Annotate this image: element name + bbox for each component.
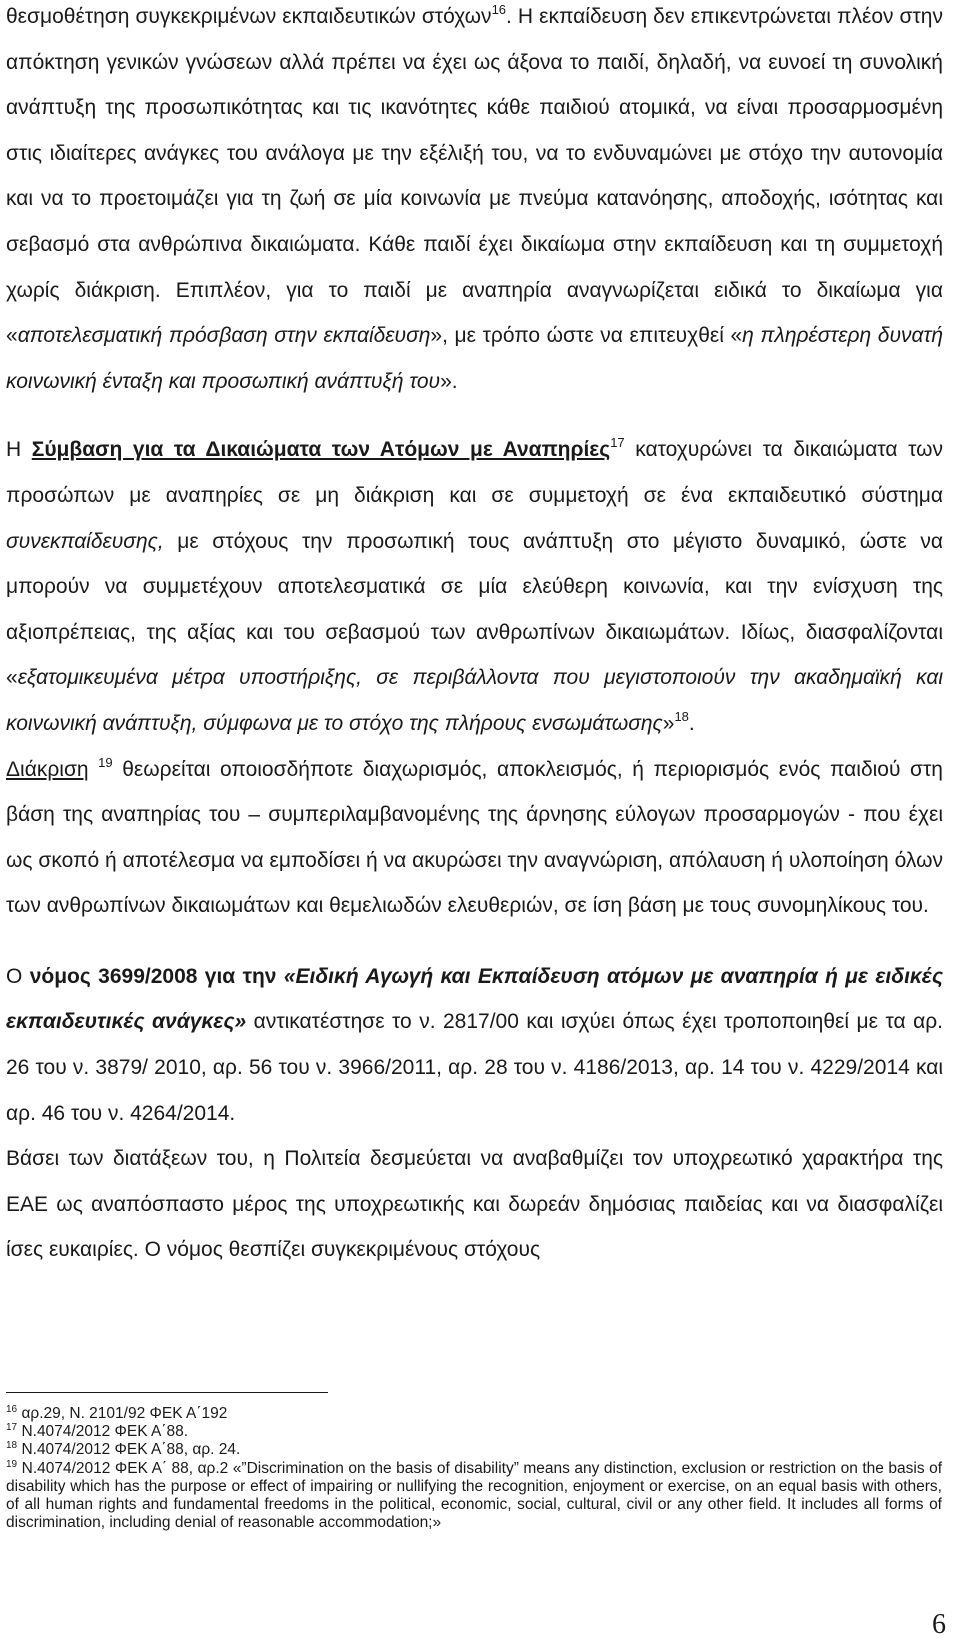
footnote-number: 16 (6, 1404, 18, 1415)
text: με στόχους την προσωπική τους ανάπτυξη στο μέγιστο δυναμικό, ώστε να μπορούν να συμμετέχουν αποτελεσματικά σε μία ελεύθερη κοινωνία, και την ενίσχυση της αξιοπρέπειας, της αξίας και του σεβασμού των ανθρωπίνων δικαιωμάτων. Ιδίως, διασφαλίζονται « (6, 529, 943, 690)
bold-text: νόμος 3699/2008 για την (29, 964, 284, 988)
text: . Η εκπαίδευση δεν επικεντρώνεται πλέον στην απόκτηση γενικών γνώσεων αλλά πρέπει να έχει ως άξονα το παιδί, δηλαδή, να ευνοεί τη συνολική ανάπτυξη της προσωπικότητας και τις ικανότητες κάθε παιδιού ατομικά, να είναι προσαρμοσμένη στις ιδιαίτερες ανάγκες του ανάλογα με την εξέλιξή του, να το ενδυναμώνει με στόχο την αυτονομία και να το προετοιμάζει για τη ζωή σε μία κοινωνία με πνεύμα κατανόησης, αποδοχής, ισότητας και σεβασμό στα ανθρώπινα δικαιώματα. Κάθε παιδί έχει δικαίωμα στην εκπαίδευση και τη συμμετοχή χωρίς διάκριση. Επιπλέον, για το παιδί με αναπηρία αναγνωρίζεται ειδικά το δικαίωμα για « (6, 5, 943, 348)
paragraph-law-3699 (6, 954, 943, 1136)
text: » (662, 711, 675, 735)
footnote-ref[interactable]: 16 (491, 2, 507, 17)
footnote-number: 18 (6, 1440, 18, 1452)
text: θεσμοθέτηση συγκεκριμένων εκπαιδευτικών στόχων (6, 5, 492, 28)
footnote-17 (6, 1423, 942, 1441)
text: . (688, 711, 695, 735)
footnote-text: Ν.4074/2012 ΦΕΚ Α΄88, αρ. 24. (21, 1441, 241, 1459)
footnote-text: Ν.4074/2012 ΦΕΚ Α΄ 88, αρ.2 «”Discrimination on the basis of disability” means any distinction, exclusion or restriction on the basis of disability which has the purpose or effect of impairing or nullifying the recognition, enjoyment or exercise, on an equal basis with others, of all human rights and fundamental freedoms in the political, economic, social, cultural, civil or any other field. It includes all forms of discrimination, including denial of reasonable accommodation;» (6, 1459, 942, 1532)
italic-text: αποτελεσματική πρόσβαση στην εκπαίδευση (17, 324, 431, 348)
text (89, 758, 99, 781)
footnotes (6, 1405, 942, 1532)
footnote-text: Ν.4074/2012 ΦΕΚ Α΄88. (21, 1423, 189, 1441)
footnote-text: αρ.29, Ν. 2101/92 ΦΕΚ Α΄192 (21, 1405, 228, 1422)
footnote-ref[interactable]: 19 (98, 754, 113, 770)
footnote-16 (6, 1405, 942, 1423)
paragraph-education-goals (6, 0, 943, 404)
footnote-18 (6, 1441, 942, 1459)
text: κατοχυρώνει τα δικαιώματα των προσώπων με αναπηρίες σε μη διάκριση και σε συμμετοχή σε ένα εκπαιδευτικό σύστημα (6, 438, 943, 507)
footnote-number: 17 (6, 1422, 18, 1434)
bold-underlined-text: Σύμβαση για τα Δικαιώματα των Ατόμων με Αναπηρίες (31, 438, 611, 462)
paragraph-spacer (6, 404, 943, 427)
text: Ο (6, 964, 30, 988)
page-number: 6 (932, 1609, 946, 1640)
footnote-ref[interactable]: 18 (674, 708, 689, 724)
italic-text: η πληρέστερη δυνατή κοινωνική ένταξη και προσωπική ανάπτυξή του (6, 324, 943, 393)
text: », με τρόπο ώστε να επιτευχθεί « (430, 324, 743, 348)
footnote-separator (6, 1392, 328, 1393)
italic-text: συνεκπαίδευσης, (6, 529, 164, 553)
footnote-ref[interactable]: 17 (610, 435, 625, 451)
italic-text: εξατομικευμένα μέτρα υποστήριξης, σε περιβάλλοντα που μεγιστοποιούν την ακαδημαϊκή και κοινωνική ανάπτυξη, σύμφωνα με το στόχο της πλήρους ενσωμάτωσης (6, 666, 943, 735)
underlined-term: Διάκριση (6, 757, 89, 781)
paragraph-spacer (6, 929, 943, 954)
text: θεωρείται οποιοσδήποτε διαχωρισμός, αποκλεισμός, ή περιορισμός ενός παιδιού στη βάση της αναπηρίας του – συμπεριλαμβανομένης της άρνησης εύλογων προσαρμογών - που έχει ως σκοπό ή αποτέλεσμα να εμποδίσει ή να ακυρώσει την αναγνώριση, απόλαυση ή υλοποίηση όλων των ανθρωπίνων δικαιωμάτων και θεμελιωδών ελευθεριών, σε ίση βάση με τους συνομηλίκους του. (6, 757, 943, 918)
text: αντικατέστησε το ν. 2817/00 και ισχύει όπως έχει τροποποιηθεί με τα αρ. 26 του ν. 3879/ 2010, αρ. 56 του ν. 3966/2011, αρ. 28 του ν. 4186/2013, αρ. 14 του ν. 4229/2014 και αρ. 46 του ν. 4264/2014. (6, 1010, 943, 1125)
page-body (6, 0, 943, 1273)
paragraph-convention (6, 427, 943, 746)
paragraph-provisions: Βάσει των διατάξεων του, η Πολιτεία δεσμεύεται να αναβαθμίζει τον υποχρεωτικό χαρακτήρα της ΕΑΕ ως αναπόσπαστο μέρος της υποχρεωτικής και δωρεάν δημόσιας παιδείας και να διασφαλίζει ίσες ευκαιρίες. Ο νόμος θεσπίζει συγκεκριμένους στόχους (6, 1147, 943, 1262)
footnote-number: 19 (6, 1458, 18, 1470)
footnote-19 (6, 1460, 942, 1533)
text: Η (6, 438, 32, 462)
bold-italic-title: «Ειδική Αγωγή και Εκπαίδευση ατόμων με αναπηρία ή με ειδικές εκπαιδευτικές ανάγκες» (6, 964, 944, 1034)
paragraph-discrimination (6, 747, 943, 929)
text: ». (440, 369, 458, 393)
